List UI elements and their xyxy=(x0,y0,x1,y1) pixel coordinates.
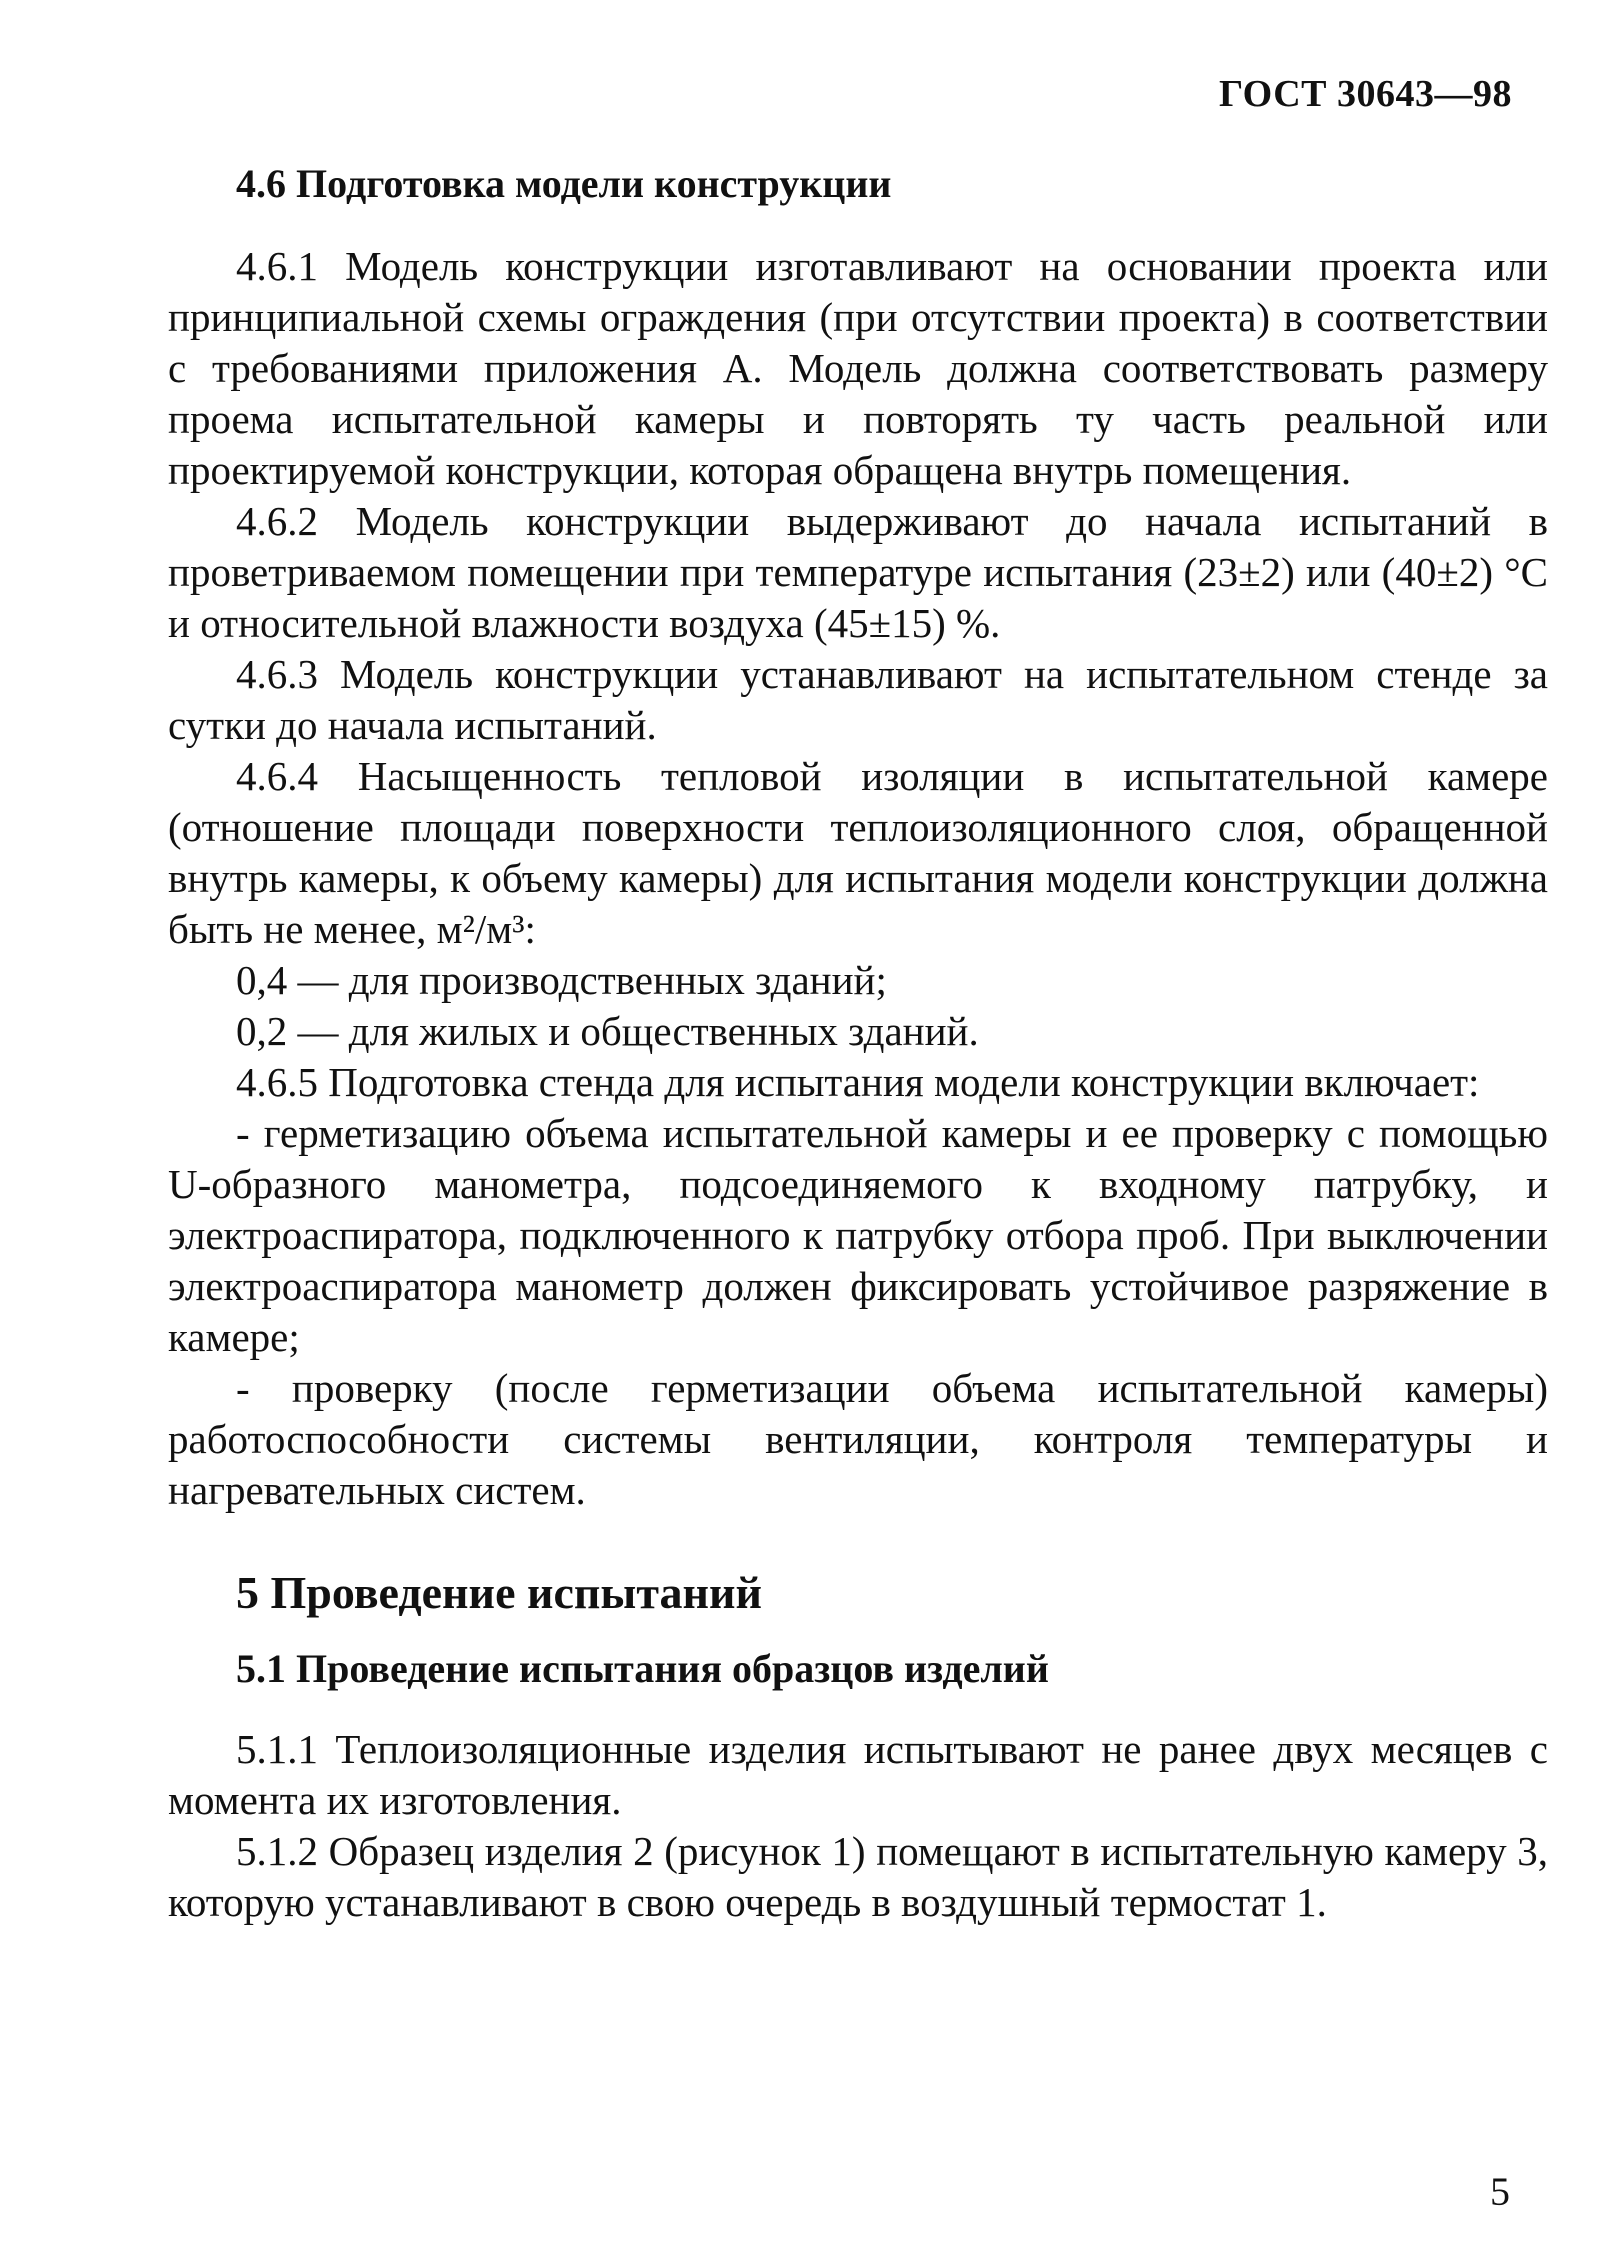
document-code: ГОСТ 30643—98 xyxy=(1218,73,1512,115)
paragraph-5-1-1: 5.1.1 Теплоизоляционные изделия испытывают не ранее двух месяцев с момента их изготовления. xyxy=(168,1726,1548,1823)
section-5-1-heading: 5.1 Проведение испытания образцов изделий xyxy=(236,1646,1049,1691)
page-number: 5 xyxy=(1490,2169,1510,2214)
list-item-check: - проверку (после герметизации объема испытательной камеры) работоспособности системы вентиляции, контроля температуры и нагревательных систем. xyxy=(168,1365,1548,1513)
section-5-heading: 5 Проведение испытаний xyxy=(236,1567,762,1618)
paragraph-4-6-4: 4.6.4 Насыщенность тепловой изоляции в испытательной камере (отношение площади поверхности теплоизоляционного слоя, обращенной внутрь камеры, к объему камеры) для испытания модели конструкции должна быть не менее, м²/м³: xyxy=(168,753,1548,952)
paragraph-4-6-2: 4.6.2 Модель конструкции выдерживают до начала испытаний в проветриваемом помещении при температуре испытания (23±2) или (40±2) °С и относительной влажности воздуха (45±15) %. xyxy=(168,498,1548,646)
section-4-6-heading: 4.6 Подготовка модели конструкции xyxy=(236,161,892,206)
paragraph-4-6-3: 4.6.3 Модель конструкции устанавливают на испытательном стенде за сутки до начала испытаний. xyxy=(168,651,1548,748)
paragraph-4-6-1: 4.6.1 Модель конструкции изготавливают на основании проекта или принципиальной схемы ограждения (при отсутствии проекта) в соответствии с требованиями приложения А. Модель должна соответствовать размеру проема испытательной камеры и повторять ту часть реальной или проектируемой конструкции, которая обращена внутрь помещения. xyxy=(168,243,1548,493)
list-item-sealing: - герметизацию объема испытательной камеры и ее проверку с помощью U-образного манометра, подсоединяемого к входному патрубку, и электроаспиратора, подключенного к патрубку отбора проб. При выключении электроаспиратора манометр должен фиксировать устойчивое разряжение в камере; xyxy=(168,1110,1548,1360)
paragraph-5-1-2: 5.1.2 Образец изделия 2 (рисунок 1) помещают в испытательную камеру 3, которую устанавливают в свою очередь в воздушный термостат 1. xyxy=(168,1828,1548,1925)
list-item-industrial: 0,4 — для производственных зданий; xyxy=(236,957,887,1003)
list-item-residential: 0,2 — для жилых и общественных зданий. xyxy=(236,1008,979,1054)
document-body xyxy=(168,160,1548,1928)
paragraph-4-6-5: 4.6.5 Подготовка стенда для испытания модели конструкции включает: xyxy=(236,1059,1480,1105)
